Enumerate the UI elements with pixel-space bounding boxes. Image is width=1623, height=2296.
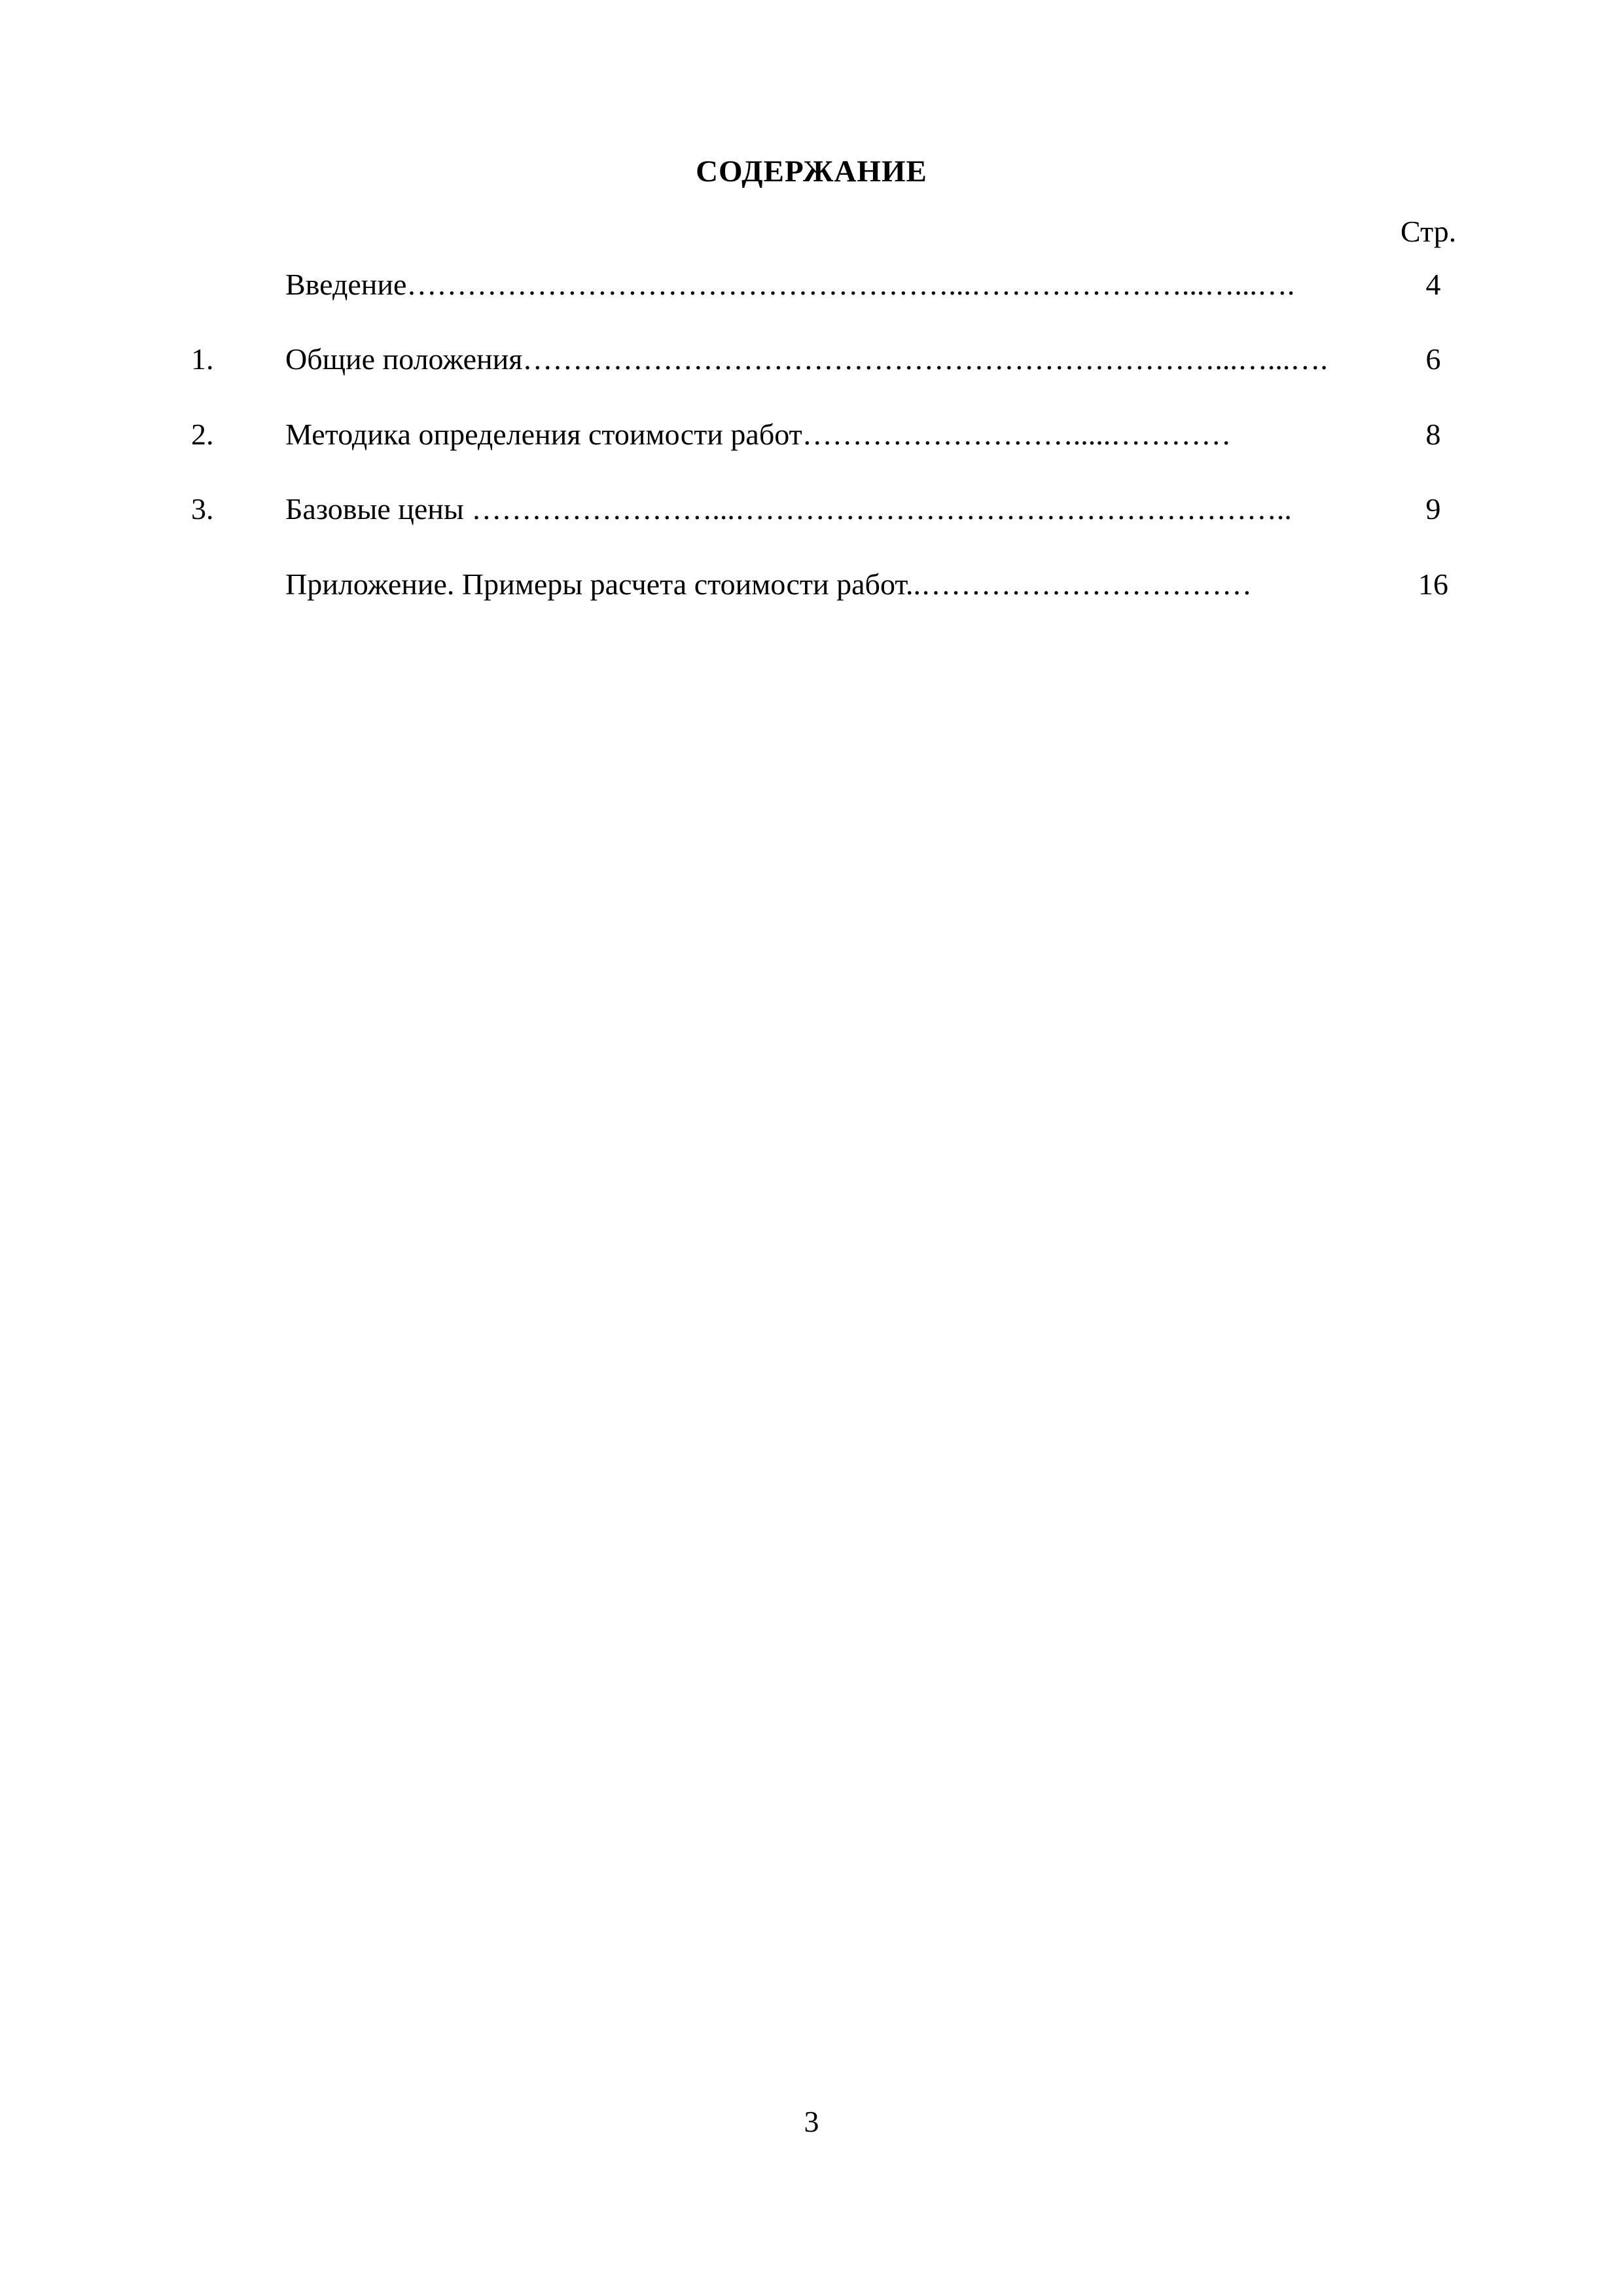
toc-entry-title: Введение………………………………………………...…………………...…...….: [285, 268, 1295, 301]
toc-entry-title: Базовые цены ……………………...………………………………………………..: [285, 492, 1292, 526]
toc-entry-page: 4: [1425, 268, 1441, 301]
toc-entry-number: 3.: [191, 492, 214, 526]
toc-entry-base-prices[interactable]: [0, 490, 1623, 529]
toc-entry-page: 8: [1425, 418, 1441, 451]
toc-entry-title: Приложение. Примеры расчета стоимости работ..……………………………: [285, 567, 1252, 601]
toc-entry-page: 9: [1425, 492, 1441, 526]
toc-entry-introduction[interactable]: [0, 265, 1623, 304]
toc-entry-title: Методика определения стоимости работ……………………….....…………: [285, 418, 1232, 451]
toc-entry-general-provisions[interactable]: [0, 340, 1623, 379]
page-title: СОДЕРЖАНИЕ: [696, 154, 927, 188]
page-column-header: Стр.: [1400, 215, 1457, 248]
toc-entry-page: 16: [1418, 567, 1448, 601]
toc-entry-page: 6: [1425, 342, 1441, 376]
toc-entry-title: Общие положения……………………………………………………………...…...….: [285, 342, 1328, 376]
toc-entry-number: 1.: [191, 342, 214, 376]
toc-entry-number: 2.: [191, 418, 214, 451]
page-number: 3: [804, 2105, 819, 2138]
toc-entry-appendix[interactable]: [0, 565, 1623, 604]
toc-entry-cost-methodology[interactable]: [0, 415, 1623, 454]
